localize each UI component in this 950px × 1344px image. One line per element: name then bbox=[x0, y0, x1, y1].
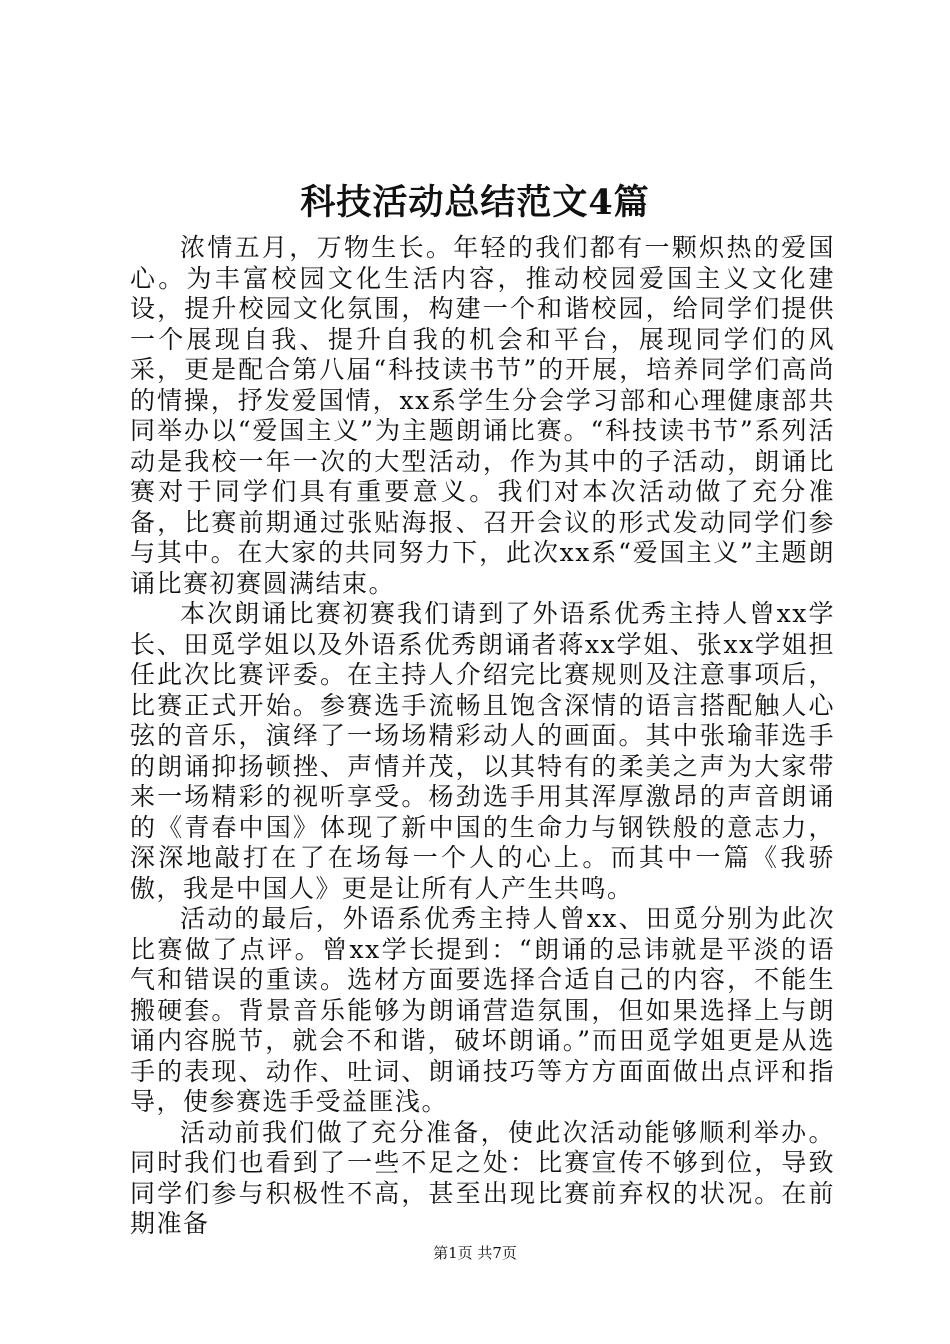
page-number-footer: 第1页 共7页 bbox=[433, 1244, 517, 1262]
paragraph-1: 浓情五月，万物生长。年轻的我们都有一颗炽热的爱国心。为丰富校园文化生活内容，推动校园爱国主义文化建设，提升校园文化氛围，构建一个和谐校园，给同学们提供一个展现自我、提升自我的机会和平台，展现同学们的风采，更是配合第八届“科技读书节”的开展，培养同学们高尚的情操，抒发爱国情，xx系学生分会学习部和心理健康部共同举办以“爱国主义”为主题朗诵比赛。“科技读书节”系列活动是我校一年一次的大型活动，作为其中的子活动，朗诵比赛对于同学们具有重要意义。我们对本次活动做了充分准备，比赛前期通过张贴海报、召开会议的形式发动同学们参与其中。在大家的共同努力下，此次xx系“爱国主义”主题朗诵比赛初赛圆满结束。 bbox=[130, 233, 835, 598]
paragraph-3: 活动的最后，外语系优秀主持人曾xx、田觅分别为此次比赛做了点评。曾xx学长提到：“朗诵的忌讳就是平淡的语气和错误的重读。选材方面要选择合适自己的内容，不能生搬硬套。背景音乐能够为朗诵营造氛围，但如果选择上与朗诵内容脱节，就会不和谐，破坏朗诵。”而田觅学姐更是从选手的表现、动作、吐词、朗诵技巧等方方面面做出点评和指导，使参赛选手受益匪浅。 bbox=[130, 904, 835, 1116]
paragraph-2: 本次朗诵比赛初赛我们请到了外语系优秀主持人曾xx学长、田觅学姐以及外语系优秀朗诵者蒋xx学姐、张xx学姐担任此次比赛评委。在主持人介绍完比赛规则及注意事项后，比赛正式开始。参赛选手流畅且饱含深情的语言搭配触人心弦的音乐，演绎了一场场精彩动人的画面。其中张瑜菲选手的朗诵抑扬顿挫、声情并茂，以其特有的柔美之声为大家带来一场精彩的视听享受。杨劲选手用其浑厚激昂的声音朗诵的《青春中国》体现了新中国的生命力与钢铁般的意志力，深深地敲打在了在场每一个人的心上。而其中一篇《我骄傲，我是中国人》更是让所有人产生共鸣。 bbox=[130, 599, 835, 903]
paragraph-4: 活动前我们做了充分准备，使此次活动能够顺利举办。同时我们也看到了一些不足之处：比赛宣传不够到位，导致同学们参与积极性不高，甚至出现比赛前弃权的状况。在前期准备 bbox=[130, 1117, 835, 1238]
document-title: 科技活动总结范文4篇 bbox=[300, 182, 650, 223]
document-body bbox=[130, 233, 835, 1240]
